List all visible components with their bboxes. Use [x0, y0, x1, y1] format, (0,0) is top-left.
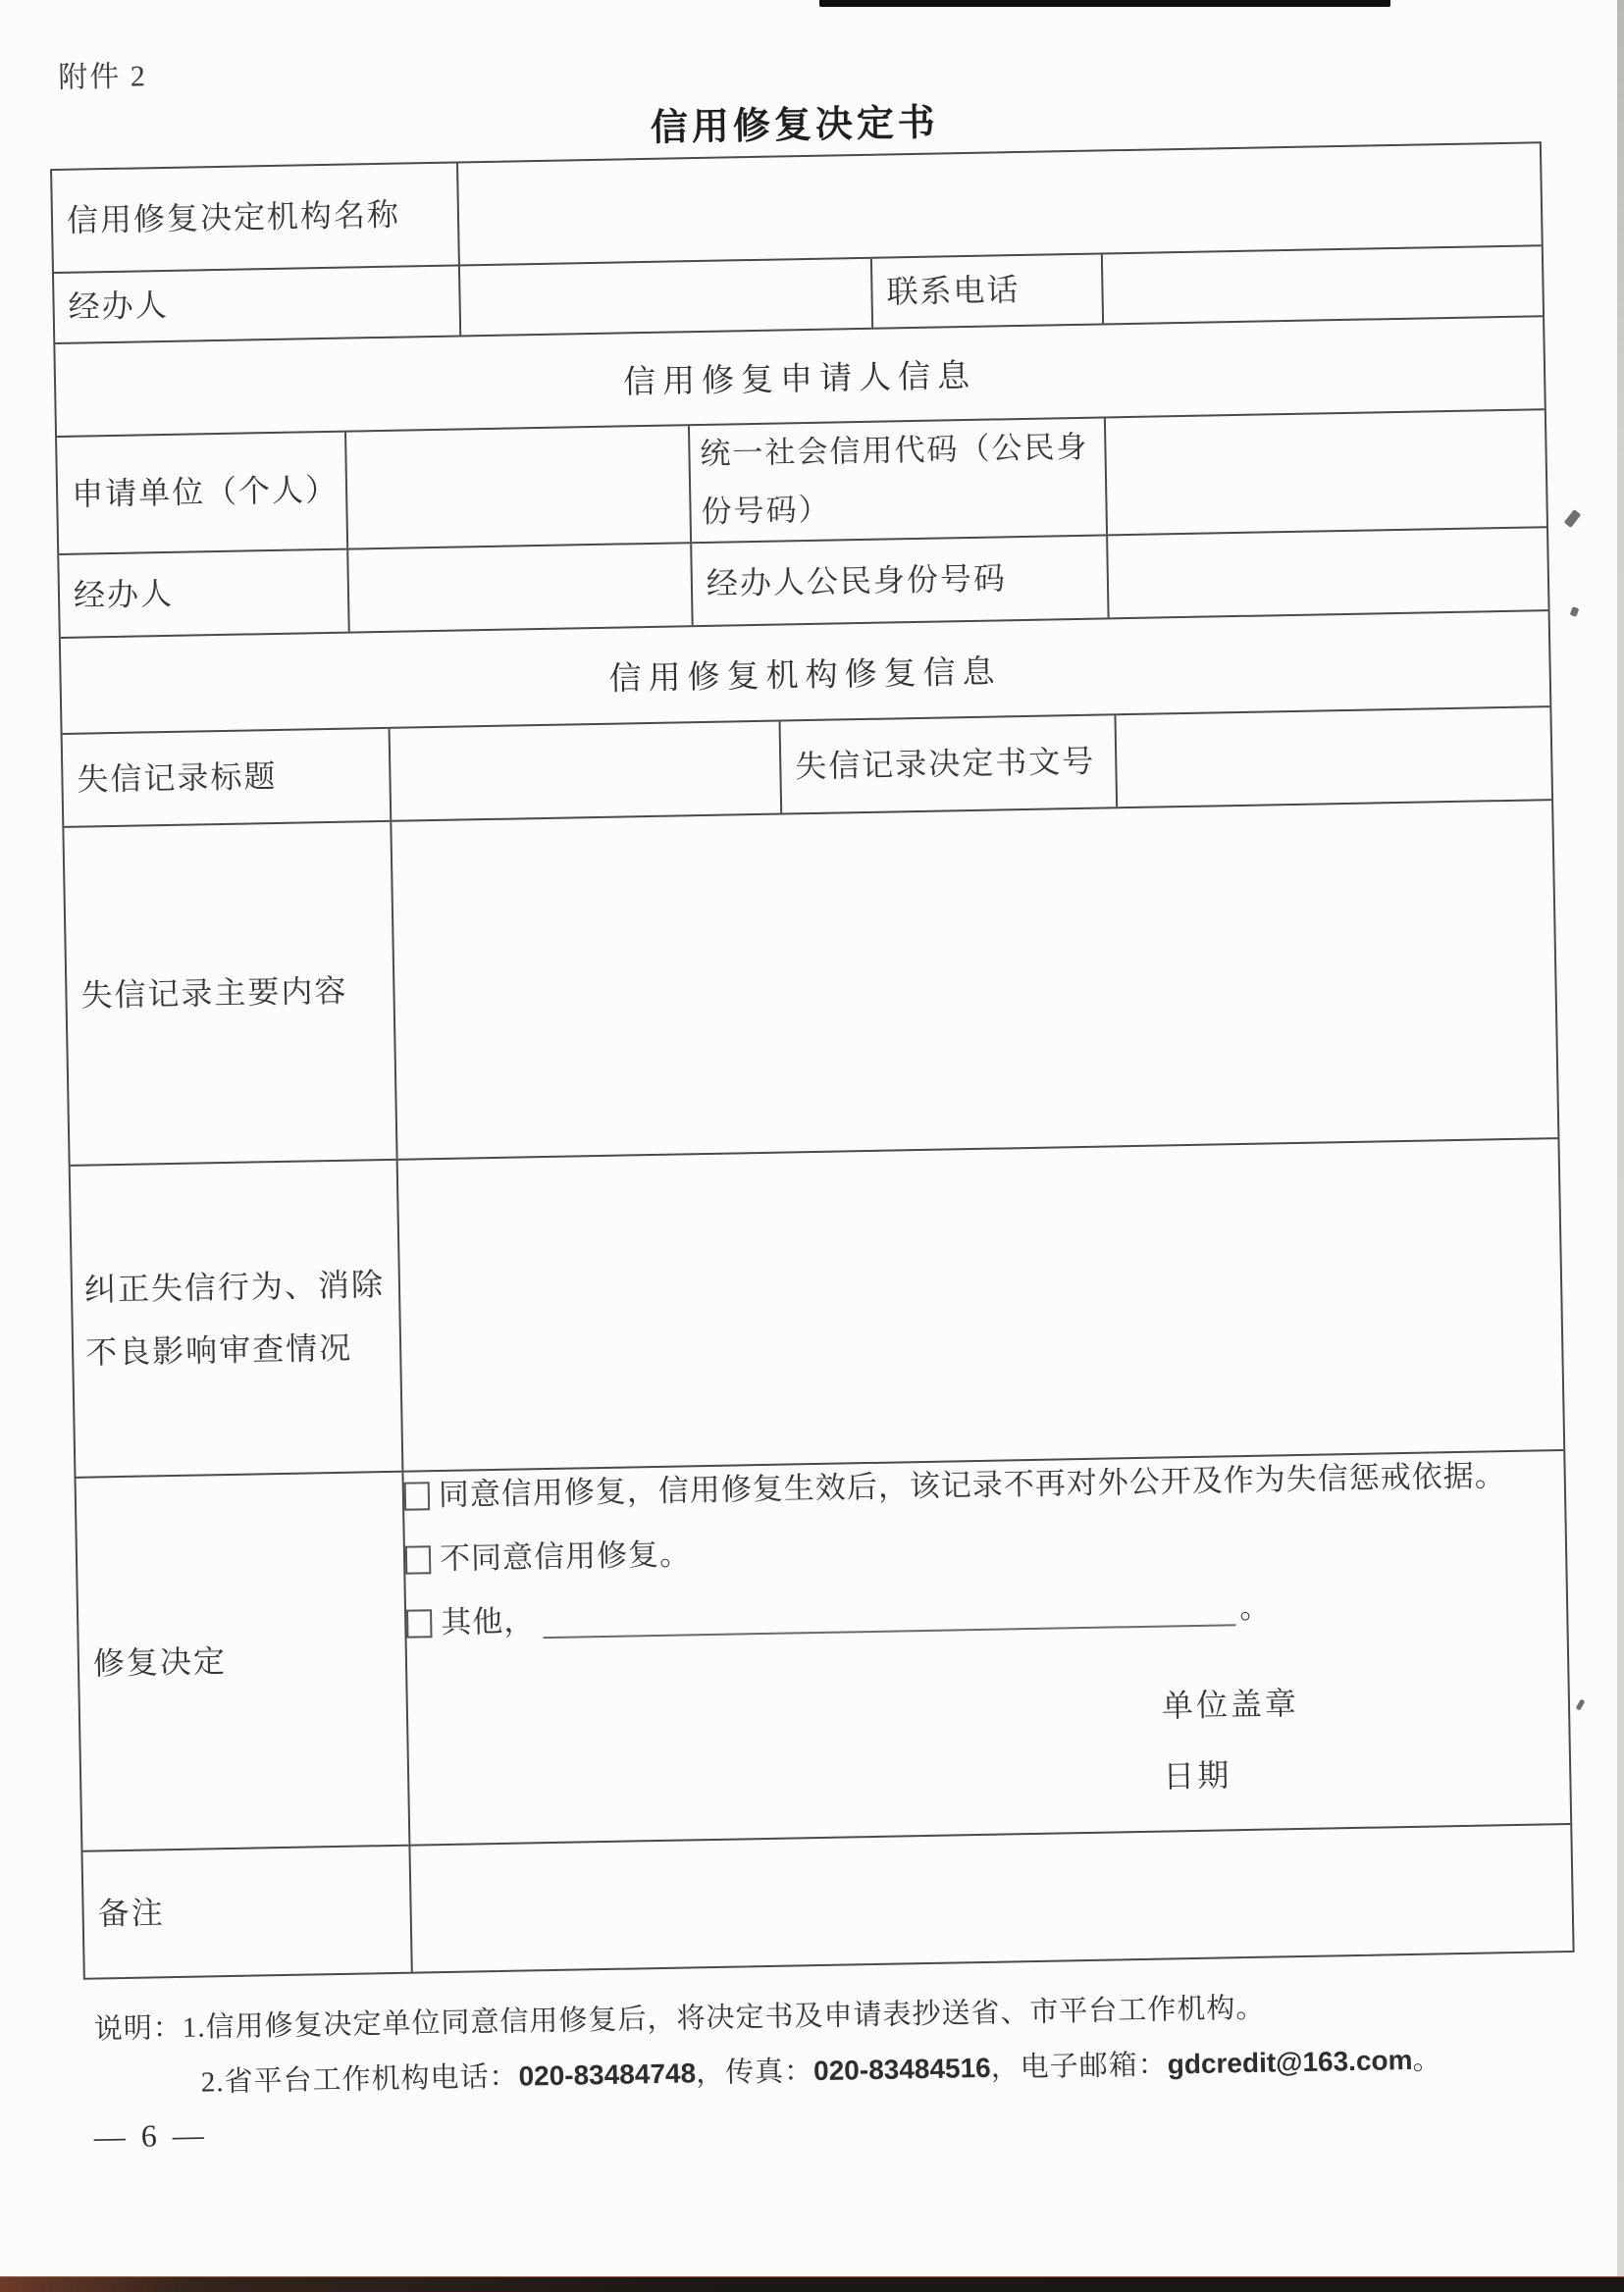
- footnote-line2-label: 2.省平台工作机构电话：: [200, 2060, 519, 2099]
- row-correction-review: [71, 1139, 1564, 1479]
- record-content-value-cell: [392, 801, 1557, 1159]
- contact-phone-value-cell: [1103, 246, 1543, 323]
- repair-section-header: 信用修复机构修复信息: [61, 611, 1550, 735]
- contact-phone-label: 联系电话: [872, 254, 1104, 327]
- footnote-end: 。: [1412, 2044, 1442, 2076]
- row-repair-decision: [77, 1451, 1571, 1852]
- document-title: 信用修复决定书: [650, 102, 940, 149]
- repair-decision-label: 修复决定: [77, 1473, 411, 1850]
- other-fill-line: [543, 1590, 1236, 1639]
- credit-repair-decision-form: [50, 141, 1575, 1980]
- footnote-line2: [200, 2037, 1441, 2100]
- attachment-label: 附件 2: [58, 60, 148, 94]
- date-label: 日期: [1162, 1756, 1232, 1795]
- repair-decision-content-cell: [403, 1451, 1570, 1845]
- option-other: [406, 1579, 1567, 1647]
- unit-stamp-label: 单位盖章: [1161, 1686, 1300, 1724]
- handler-id-number-value-cell: [1108, 528, 1547, 617]
- record-doc-number-value-cell: [1116, 707, 1551, 807]
- applicant-unit-label: 申请单位（个人）: [57, 433, 348, 553]
- option-disagree-label: 不同意信用修复。: [439, 1537, 692, 1577]
- stamp-date-block: [1162, 1680, 1302, 1823]
- remarks-value-cell: [410, 1825, 1572, 1972]
- applicant-section-header: 信用修复申请人信息: [55, 317, 1544, 438]
- option-agree-label: 同意信用修复，信用修复生效后，该记录不再对外公开及作为失信惩戒依据。: [438, 1458, 1507, 1513]
- applicant-handler-value-cell: [348, 544, 693, 631]
- credit-code-label: 统一社会信用代码（公民身份号码）: [690, 418, 1108, 542]
- footnote-line1: 说明：1.信用修复决定单位同意信用修复后，将决定书及申请表抄送省、市平台工作机构。: [93, 1992, 1266, 2046]
- decision-org-name-label: 信用修复决定机构名称: [52, 163, 460, 272]
- handler-id-number-label: 经办人公民身份号码: [692, 536, 1109, 625]
- applicant-unit-value-cell: [346, 426, 692, 547]
- footnote-sep2: ，电子邮箱：: [990, 2049, 1168, 2084]
- checkbox-agree-icon: [404, 1482, 431, 1510]
- option-disagree: [405, 1515, 1566, 1584]
- credit-code-value-cell: [1106, 410, 1546, 534]
- record-title-value-cell: [391, 722, 783, 820]
- option-other-label: 其他，: [440, 1603, 536, 1641]
- scan-right-edge-shadow: [1617, 0, 1624, 2292]
- applicant-handler-label: 经办人: [59, 550, 349, 637]
- handler-value-cell: [460, 259, 873, 336]
- checkbox-disagree-icon: [405, 1545, 432, 1574]
- remarks-label: 备注: [82, 1847, 412, 1978]
- page-number: — 6 —: [93, 2116, 209, 2155]
- checkbox-other-icon: [406, 1609, 433, 1638]
- option-other-suffix: 。: [1238, 1589, 1272, 1626]
- footnote-sep1: ，传真：: [695, 2056, 814, 2090]
- row-remarks: [82, 1825, 1572, 1978]
- decision-org-name-value-cell: [458, 143, 1542, 264]
- record-content-label: 失信记录主要内容: [64, 822, 397, 1165]
- correction-review-label: 纠正失信行为、消除不良影响审查情况: [71, 1161, 404, 1477]
- handler-label: 经办人: [54, 266, 461, 342]
- footnote-phone: 020-83484748: [518, 2058, 697, 2092]
- footnote-fax: 020-83484516: [812, 2052, 991, 2087]
- row-record-content: [64, 801, 1557, 1167]
- record-title-label: 失信记录标题: [63, 729, 393, 826]
- record-doc-number-label: 失信记录决定书文号: [780, 715, 1118, 812]
- scan-bottom-edge-artifact: [0, 2276, 1624, 2292]
- footnote-email: gdcredit@163.com: [1167, 2044, 1413, 2080]
- correction-review-value-cell: [398, 1139, 1564, 1471]
- scan-top-edge-artifact: [819, 0, 1390, 7]
